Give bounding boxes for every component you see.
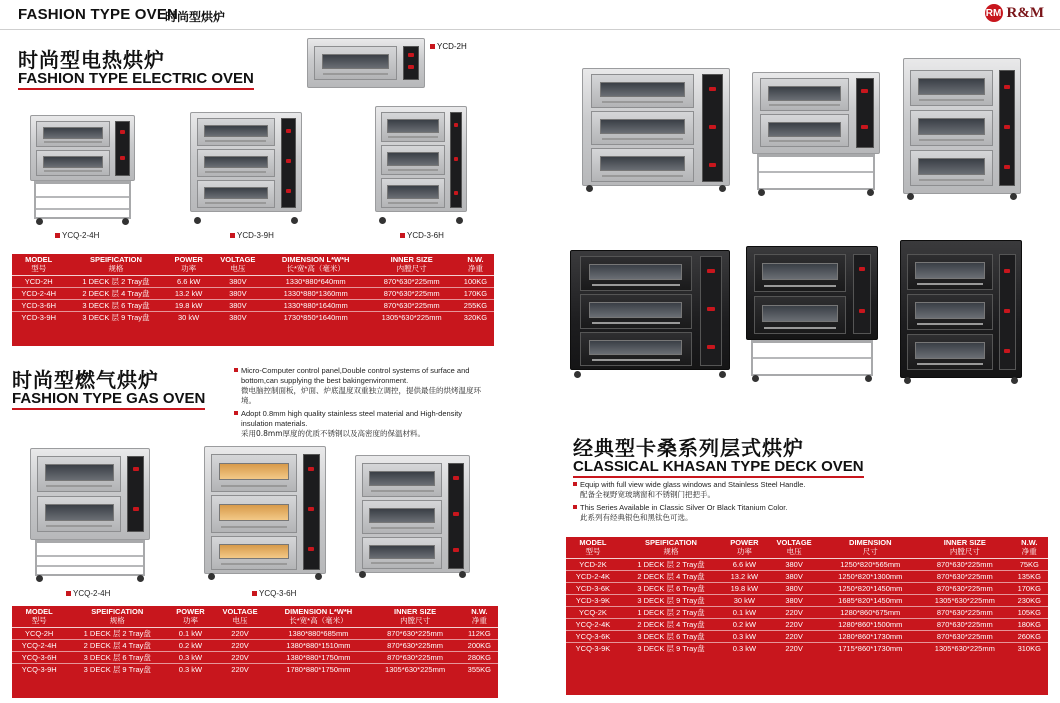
col-dimension-cn: 长*宽*高（毫米） [267,616,369,628]
col-inner-size: INNER SIZE [394,607,437,616]
col-voltage-cn: 电压 [213,616,268,628]
caption-gas-2: YCQ-3-6H [252,589,296,598]
col-voltage: VOLTAGE [776,538,812,547]
caption-gas-1: YCQ-2-4H [66,589,110,598]
table-row: YCD-2-4K 2 DECK 层 4 Tray盘 13.2 kW 380V 1250*820*1300mm 870*630*225mm 135KG [566,571,1048,583]
table-row: YCQ-2H 1 DECK 层 2 Tray盘 0.1 kW 220V 1380*880*685mm 870*630*225mm 112KG [12,628,498,640]
feature-item: Adopt 0.8mm high quality stainless steel material and High-density insulation materials. 采用0.8mm厚度的优质不锈钢以及高密度的保温材料。 [234,409,484,439]
electric-title-cn: 时尚型电热烘炉 [18,48,165,72]
col-voltage-cn: 电压 [211,264,265,276]
oven-image-khasan-black-1 [570,250,730,380]
col-model-cn: 型号 [566,547,620,559]
oven-image-ycd-3-9h [190,112,302,222]
col-model-cn: 型号 [12,616,66,628]
col-dimension: DIMENSION L*W*H [284,607,353,616]
oven-image-khasan-silver-2 [752,72,880,192]
oven-image-gas-3-deck [355,455,470,580]
oven-image-khasan-silver-3 [903,58,1021,202]
col-weight-cn: 净重 [461,616,498,628]
col-power-cn: 功率 [168,616,213,628]
oven-image-ycq-2-4h-gas [30,448,150,578]
oven-image-ycd-3-6h [375,106,467,222]
table-row: YCD-3-9K 3 DECK 层 9 Tray盘 30 kW 380V 1685*820*1450mm 1305*630*225mm 230KG [566,595,1048,607]
khasan-title-en: CLASSICAL KHASAN TYPE DECK OVEN [573,458,864,478]
table-row: YCQ-2K 1 DECK 层 2 Tray盘 0.1 kW 220V 1280*860*675mm 870*630*225mm 105KG [566,607,1048,619]
table-row: YCD-3-9H 3 DECK 层 9 Tray盘 30 kW 380V 1730*850*1640mm 1305*630*225mm 320KG [21,313,488,322]
col-power: POWER [176,607,205,616]
col-model: MODEL [579,538,607,547]
col-inner-size-cn: 内膛尺寸 [369,616,460,628]
table-row: YCQ-3-9H 3 DECK 层 9 Tray盘 0.3 kW 220V 1780*880*1750mm 1305*630*225mm 355KG [21,665,492,674]
electric-spec-table [12,254,494,346]
khasan-title-cn: 经典型卡桑系列层式烘炉 [573,436,804,460]
oven-image-khasan-black-2 [746,246,878,378]
oven-image-ycq-3-6h-warm [204,446,326,582]
col-inner-size: INNER SIZE [943,538,986,547]
table-row: YCQ-2-4K 2 DECK 层 4 Tray盘 0.2 kW 220V 1280*860*1500mm 870*630*225mm 180KG [566,619,1048,631]
col-weight-cn: 净重 [1011,547,1048,559]
col-weight-cn: 净重 [457,264,494,276]
oven-image-khasan-black-3 [900,240,1022,386]
col-model: MODEL [25,607,53,616]
logo-mark-icon: RM [985,4,1003,22]
col-spec: SPEIFICATION [645,538,697,547]
col-spec-cn: 规格 [66,616,168,628]
gas-title-cn: 时尚型燃气烘炉 [12,368,159,392]
col-power-cn: 功率 [722,547,767,559]
table-row: YCD-2K 1 DECK 层 2 Tray盘 6.6 kW 380V 1250*820*565mm 870*630*225mm 75KG [566,559,1048,571]
col-power: POWER [174,255,203,264]
col-model: MODEL [25,255,53,264]
electric-title-en: FASHION TYPE ELECTRIC OVEN [18,70,254,90]
model-tag-top: YCD-2H [430,42,467,51]
table-row: YCD-3-6K 3 DECK 层 6 Tray盘 19.8 kW 380V 1250*820*1450mm 870*630*225mm 170KG [566,583,1048,595]
col-dimension: DIMENSION L*W*H [281,255,350,264]
caption-electric-1: YCQ-2-4H [55,231,99,240]
gas-feature-list [234,366,484,442]
feature-item: Equip with full view wide glass windows and Stainless Steel Handle. 配备全视野宽玻璃窗和不锈钢门把把手。 [573,480,863,500]
khasan-spec-table [566,537,1048,695]
col-inner-size-cn: 内膛尺寸 [919,547,1010,559]
oven-image-ycd-2h [307,38,425,88]
col-inner-size-cn: 内膛尺寸 [366,264,457,276]
col-voltage: VOLTAGE [222,607,258,616]
col-voltage: VOLTAGE [220,255,256,264]
col-inner-size: INNER SIZE [390,255,433,264]
col-dimension-cn: 尺寸 [821,547,919,559]
col-spec: SPEIFICATION [91,607,144,616]
col-dimension-cn: 长*宽*高（毫米） [265,264,366,276]
page-title: FASHION TYPE OVEN [18,6,179,23]
table-row: YCQ-3-6H 3 DECK 层 6 Tray盘 0.3 kW 220V 1380*880*1750mm 870*630*225mm 280KG [12,652,498,664]
oven-image-khasan-silver-1 [582,68,730,194]
table-row: YCQ-2-4H 2 DECK 层 4 Tray盘 0.2 kW 220V 1380*880*1510mm 870*630*225mm 200KG [12,640,498,652]
col-model-cn: 型号 [12,264,65,276]
col-dimension: DIMENSION [849,538,892,547]
gas-title-en: FASHION TYPE GAS OVEN [12,390,205,410]
table-row: YCD-3-6H 3 DECK 层 6 Tray盘 19.8 kW 380V 1330*880*1640mm 870*630*225mm 255KG [12,300,494,312]
feature-item: Micro-Computer control panel,Double control systems of surface and bottom,can supplying the best bakingenvironment. 微电脑控制面板，炉面、炉底温度双重独立调控，提供最佳的烘烤温度环境。 [234,366,484,406]
top-bar [0,0,1060,30]
col-spec: SPEIFICATION [89,255,142,264]
feature-item: This Series Available in Classic Silver Or Black Titanium Color. 此系列有经典银色和黑钛色可选。 [573,503,863,523]
caption-electric-2: YCD-3-9H [230,231,274,240]
logo-text: R&M [1006,4,1044,21]
gas-spec-table [12,606,498,698]
col-weight: N.W. [1021,538,1038,547]
oven-image-ycq-2-4h-electric [30,115,135,221]
khasan-feature-list [573,480,863,526]
col-spec-cn: 规格 [620,547,722,559]
col-weight: N.W. [467,255,484,264]
table-row: YCQ-3-6K 3 DECK 层 6 Tray盘 0.3 kW 220V 1280*860*1730mm 870*630*225mm 260KG [566,631,1048,643]
col-power-cn: 功率 [166,264,210,276]
page-title-cn: 时尚型烘炉 [165,10,226,24]
col-power: POWER [730,538,759,547]
col-spec-cn: 规格 [65,264,166,276]
table-row: YCD-2H 1 DECK 层 2 Tray盘 6.6 kW 380V 1330*880*640mm 870*630*225mm 100KG [12,276,494,288]
brand-logo [985,4,1045,22]
table-row: YCD-2-4H 2 DECK 层 4 Tray盘 13.2 kW 380V 1330*880*1360mm 870*630*225mm 170KG [12,288,494,300]
caption-electric-3: YCD-3-6H [400,231,444,240]
col-weight: N.W. [471,607,488,616]
table-row: YCQ-3-9K 3 DECK 层 9 Tray盘 0.3 kW 220V 1715*860*1730mm 1305*630*225mm 310KG [575,644,1041,653]
col-voltage-cn: 电压 [767,547,822,559]
